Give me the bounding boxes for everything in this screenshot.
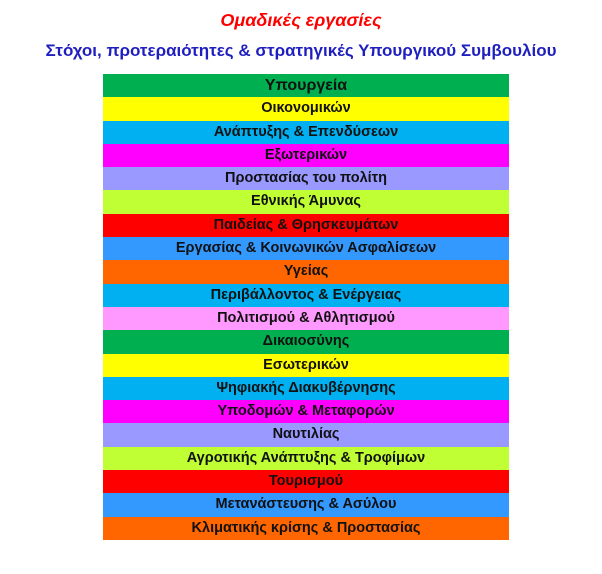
table-row: Παιδείας & Θρησκευμάτων: [103, 214, 509, 237]
table-row: Τουρισμού: [103, 470, 509, 493]
page-title: Ομαδικές εργασίες: [220, 10, 382, 30]
ministries-table: [103, 74, 509, 540]
table-row: Μετανάστευσης & Ασύλου: [103, 493, 509, 516]
table-header-row: Υπουργεία: [103, 74, 509, 97]
table-row: Δικαιοσύνης: [103, 330, 509, 353]
table-row: Ανάπτυξης & Επενδύσεων: [103, 121, 509, 144]
table-row: Προστασίας του πολίτη: [103, 167, 509, 190]
table-row: Υγείας: [103, 260, 509, 283]
table-row: Περιβάλλοντος & Ενέργειας: [103, 284, 509, 307]
table-row: Οικονομικών: [103, 97, 509, 120]
table-row: Εργασίας & Κοινωνικών Ασφαλίσεων: [103, 237, 509, 260]
table-row: Ναυτιλίας: [103, 423, 509, 446]
table-row: Ψηφιακής Διακυβέρνησης: [103, 377, 509, 400]
table-row: Εξωτερικών: [103, 144, 509, 167]
table-row: Εσωτερικών: [103, 354, 509, 377]
table-row: Κλιματικής κρίσης & Προστασίας: [103, 517, 509, 540]
page-subtitle: Στόχοι, προτεραιότητες & στρατηγικές Υπουργικού Συμβουλίου: [45, 41, 557, 60]
table-row: Αγροτικής Ανάπτυξης & Τροφίμων: [103, 447, 509, 470]
table-row: Πολιτισμού & Αθλητισμού: [103, 307, 509, 330]
table-row: Υποδομών & Μεταφορών: [103, 400, 509, 423]
table-row: Εθνικής Άμυνας: [103, 190, 509, 213]
